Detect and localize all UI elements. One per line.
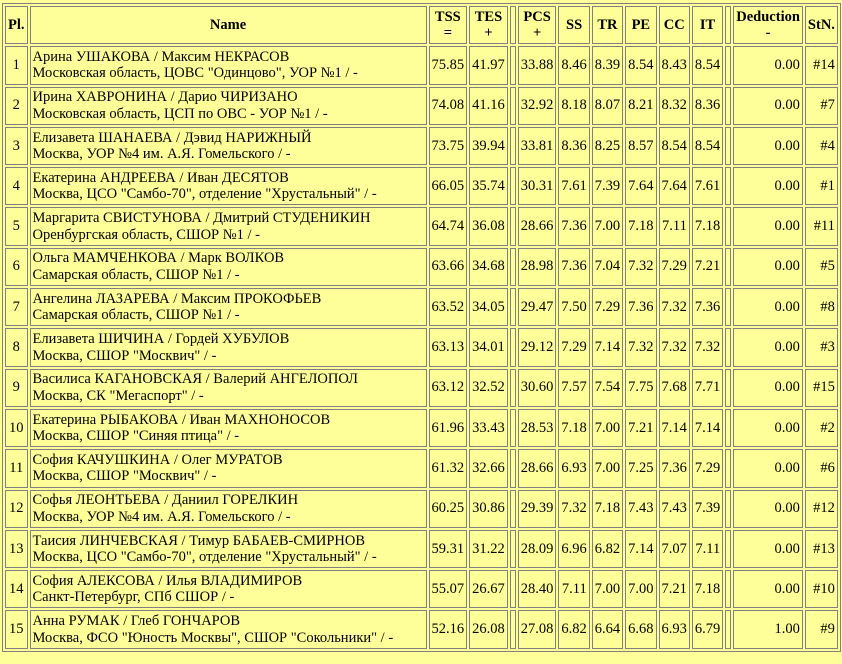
name-cell <box>30 369 427 407</box>
header-it-label: IT <box>699 17 716 34</box>
table-row <box>5 490 838 528</box>
name-cell <box>30 288 427 326</box>
start-number-cell: #15 <box>805 369 838 407</box>
tss-cell: 74.08 <box>429 87 468 125</box>
tr-cell: 6.82 <box>592 530 623 568</box>
it-cell: 7.11 <box>692 530 723 568</box>
header-tes-sub: + <box>484 25 493 42</box>
pcs-cell: 33.81 <box>518 127 557 165</box>
name-cell <box>30 570 427 608</box>
spacer-cell <box>725 127 731 165</box>
pcs-cell: 29.12 <box>518 328 557 366</box>
deduction-cell: 0.00 <box>733 87 803 125</box>
place-cell: 14 <box>5 570 28 608</box>
header-tss-sub: = <box>443 25 452 42</box>
skater-pair-names: Ольга МАМЧЕНКОВА / Марк ВОЛКОВ <box>32 250 285 267</box>
pe-cell: 7.32 <box>625 328 656 366</box>
table-row <box>5 288 838 326</box>
tss-cell: 59.31 <box>429 530 468 568</box>
name-cell <box>30 449 427 487</box>
header-deduction <box>733 6 803 44</box>
header-place-label: Pl. <box>8 17 25 34</box>
spacer-cell <box>510 610 516 648</box>
start-number-cell: #12 <box>805 490 838 528</box>
header-cc-label: CC <box>663 17 685 34</box>
tes-cell: 33.43 <box>469 409 508 447</box>
place-cell: 1 <box>5 46 28 84</box>
it-cell: 7.29 <box>692 449 723 487</box>
place-cell: 11 <box>5 449 28 487</box>
spacer-cell <box>510 369 516 407</box>
start-number-cell: #8 <box>805 288 838 326</box>
ss-cell: 6.93 <box>558 449 589 487</box>
pcs-cell: 32.92 <box>518 87 557 125</box>
pcs-cell: 28.40 <box>518 570 557 608</box>
skater-pair-names: Елизавета ШАНАЕВА / Дэвид НАРИЖНЫЙ <box>32 129 312 146</box>
table-row <box>5 248 838 286</box>
name-cell <box>30 610 427 648</box>
table-row <box>5 207 838 245</box>
spacer-cell <box>510 127 516 165</box>
tes-cell: 26.67 <box>469 570 508 608</box>
club-affiliation: Москва, УОР №4 им. А.Я. Гомельского / - <box>32 508 291 525</box>
table-row <box>5 449 838 487</box>
spacer-cell <box>510 530 516 568</box>
cc-cell: 7.21 <box>659 570 690 608</box>
table-row <box>5 409 838 447</box>
place-cell: 13 <box>5 530 28 568</box>
ss-cell: 8.46 <box>558 46 589 84</box>
skater-pair-names: София АЛЕКСОВА / Илья ВЛАДИМИРОВ <box>32 572 303 589</box>
tes-cell: 41.16 <box>469 87 508 125</box>
tes-cell: 30.86 <box>469 490 508 528</box>
ss-cell: 7.11 <box>558 570 589 608</box>
club-affiliation: Санкт-Петербург, СПб СШОР / - <box>32 589 235 606</box>
tss-cell: 61.32 <box>429 449 468 487</box>
cc-cell: 7.11 <box>659 207 690 245</box>
ss-cell: 8.18 <box>558 87 589 125</box>
header-deduction-sub: - <box>765 25 771 42</box>
name-cell <box>30 46 427 84</box>
tes-cell: 26.08 <box>469 610 508 648</box>
header-it <box>692 6 723 44</box>
tr-cell: 7.14 <box>592 328 623 366</box>
name-cell <box>30 328 427 366</box>
place-cell: 7 <box>5 288 28 326</box>
ss-cell: 7.18 <box>558 409 589 447</box>
deduction-cell: 0.00 <box>733 248 803 286</box>
it-cell: 7.14 <box>692 409 723 447</box>
cc-cell: 7.32 <box>659 288 690 326</box>
header-deduction-label: Deduction <box>736 9 800 26</box>
spacer-cell <box>725 288 731 326</box>
cc-cell: 8.54 <box>659 127 690 165</box>
skater-pair-names: Елизавета ШИЧИНА / Гордей ХУБУЛОВ <box>32 331 290 348</box>
name-cell <box>30 248 427 286</box>
pcs-cell: 33.88 <box>518 46 557 84</box>
tss-cell: 52.16 <box>429 610 468 648</box>
header-pe <box>625 6 656 44</box>
deduction-cell: 0.00 <box>733 328 803 366</box>
pe-cell: 7.00 <box>625 570 656 608</box>
tr-cell: 8.39 <box>592 46 623 84</box>
place-cell: 10 <box>5 409 28 447</box>
tes-cell: 32.52 <box>469 369 508 407</box>
club-affiliation: Москва, СШОР "Москвич" / - <box>32 468 217 485</box>
pe-cell: 7.18 <box>625 207 656 245</box>
skater-pair-names: Екатерина АНДРЕЕВА / Иван ДЕСЯТОВ <box>32 169 289 186</box>
pcs-cell: 27.08 <box>518 610 557 648</box>
spacer-cell <box>510 409 516 447</box>
pe-cell: 7.14 <box>625 530 656 568</box>
skater-pair-names: Арина УШАКОВА / Максим НЕКРАСОВ <box>32 48 290 65</box>
cc-cell: 8.43 <box>659 46 690 84</box>
table-row <box>5 328 838 366</box>
tr-cell: 7.18 <box>592 490 623 528</box>
club-affiliation: Московская область, ЦСП по ОВС - УОР №1 / - <box>32 105 328 122</box>
results-table <box>2 3 841 652</box>
spacer-cell <box>510 248 516 286</box>
name-cell <box>30 167 427 205</box>
start-number-cell: #1 <box>805 167 838 205</box>
tr-cell: 7.54 <box>592 369 623 407</box>
pe-cell: 7.43 <box>625 490 656 528</box>
header-tr <box>592 6 623 44</box>
tss-cell: 64.74 <box>429 207 468 245</box>
header-pe-label: PE <box>631 17 651 34</box>
tr-cell: 7.04 <box>592 248 623 286</box>
header-spacer <box>510 6 516 44</box>
it-cell: 8.36 <box>692 87 723 125</box>
spacer-cell <box>510 449 516 487</box>
start-number-cell: #5 <box>805 248 838 286</box>
place-cell: 15 <box>5 610 28 648</box>
cc-cell: 7.14 <box>659 409 690 447</box>
header-tss <box>429 6 468 44</box>
tes-cell: 32.66 <box>469 449 508 487</box>
ss-cell: 7.36 <box>558 207 589 245</box>
header-spacer <box>725 6 731 44</box>
spacer-cell <box>725 167 731 205</box>
tes-cell: 34.68 <box>469 248 508 286</box>
pe-cell: 7.25 <box>625 449 656 487</box>
tes-cell: 31.22 <box>469 530 508 568</box>
skater-pair-names: София КАЧУШКИНА / Олег МУРАТОВ <box>32 451 283 468</box>
tes-cell: 36.08 <box>469 207 508 245</box>
tss-cell: 60.25 <box>429 490 468 528</box>
table-row <box>5 167 838 205</box>
pe-cell: 8.57 <box>625 127 656 165</box>
header-tr-label: TR <box>597 17 618 34</box>
tss-cell: 63.66 <box>429 248 468 286</box>
tss-cell: 75.85 <box>429 46 468 84</box>
name-cell <box>30 409 427 447</box>
name-cell <box>30 127 427 165</box>
cc-cell: 7.36 <box>659 449 690 487</box>
spacer-cell <box>510 207 516 245</box>
skater-pair-names: Ангелина ЛАЗАРЕВА / Максим ПРОКОФЬЕВ <box>32 290 322 307</box>
tr-cell: 7.00 <box>592 409 623 447</box>
it-cell: 7.39 <box>692 490 723 528</box>
deduction-cell: 0.00 <box>733 46 803 84</box>
start-number-cell: #14 <box>805 46 838 84</box>
spacer-cell <box>510 167 516 205</box>
header-pcs <box>518 6 557 44</box>
tr-cell: 7.39 <box>592 167 623 205</box>
name-cell <box>30 530 427 568</box>
it-cell: 7.18 <box>692 570 723 608</box>
tr-cell: 6.64 <box>592 610 623 648</box>
spacer-cell <box>725 87 731 125</box>
cc-cell: 7.29 <box>659 248 690 286</box>
club-affiliation: Оренбургская область, СШОР №1 / - <box>32 226 260 243</box>
start-number-cell: #2 <box>805 409 838 447</box>
spacer-cell <box>725 570 731 608</box>
pcs-cell: 28.98 <box>518 248 557 286</box>
pe-cell: 7.21 <box>625 409 656 447</box>
cc-cell: 7.64 <box>659 167 690 205</box>
cc-cell: 6.93 <box>659 610 690 648</box>
tss-cell: 55.07 <box>429 570 468 608</box>
it-cell: 8.54 <box>692 46 723 84</box>
place-cell: 3 <box>5 127 28 165</box>
pe-cell: 8.21 <box>625 87 656 125</box>
tr-cell: 7.00 <box>592 207 623 245</box>
club-affiliation: Московская область, ЦОВС "Одинцово", УОР №1 / - <box>32 65 358 82</box>
skater-pair-names: Василиса КАГАНОВСКАЯ / Валерий АНГЕЛОПОЛ <box>32 371 358 388</box>
pcs-cell: 28.66 <box>518 207 557 245</box>
deduction-cell: 0.00 <box>733 570 803 608</box>
tes-cell: 35.74 <box>469 167 508 205</box>
deduction-cell: 0.00 <box>733 369 803 407</box>
cc-cell: 8.32 <box>659 87 690 125</box>
header-tes-label: TES <box>474 9 503 26</box>
pe-cell: 7.64 <box>625 167 656 205</box>
name-cell <box>30 490 427 528</box>
table-row <box>5 127 838 165</box>
tss-cell: 66.05 <box>429 167 468 205</box>
ss-cell: 7.50 <box>558 288 589 326</box>
spacer-cell <box>725 207 731 245</box>
tes-cell: 34.01 <box>469 328 508 366</box>
tr-cell: 8.25 <box>592 127 623 165</box>
skater-pair-names: Екатерина РЫБАКОВА / Иван МАХНОНОСОВ <box>32 411 331 428</box>
skater-pair-names: Софья ЛЕОНТЬЕВА / Даниил ГОРЕЛКИН <box>32 492 299 509</box>
pe-cell: 8.54 <box>625 46 656 84</box>
start-number-cell: #6 <box>805 449 838 487</box>
deduction-cell: 0.00 <box>733 530 803 568</box>
club-affiliation: Москва, ФСО "Юность Москвы", СШОР "Сокольники" / - <box>32 629 394 646</box>
start-number-cell: #10 <box>805 570 838 608</box>
skater-pair-names: Ирина ХАВРОНИНА / Дарио ЧИРИЗАНО <box>32 89 298 106</box>
ss-cell: 7.36 <box>558 248 589 286</box>
pcs-cell: 29.39 <box>518 490 557 528</box>
header-start-number <box>805 6 838 44</box>
club-affiliation: Москва, ЦСО "Самбо-70", отделение "Хрустальный" / - <box>32 549 377 565</box>
start-number-cell: #11 <box>805 207 838 245</box>
header-tss-label: TSS <box>434 9 461 26</box>
it-cell: 7.61 <box>692 167 723 205</box>
tes-cell: 41.97 <box>469 46 508 84</box>
cc-cell: 7.07 <box>659 530 690 568</box>
header-pcs-sub: + <box>532 25 542 42</box>
spacer-cell <box>725 328 731 366</box>
it-cell: 7.36 <box>692 288 723 326</box>
pcs-cell: 28.53 <box>518 409 557 447</box>
tss-cell: 63.12 <box>429 369 468 407</box>
tss-cell: 63.13 <box>429 328 468 366</box>
ss-cell: 7.57 <box>558 369 589 407</box>
header-pcs-label: PCS <box>523 9 551 26</box>
header-name <box>30 6 427 44</box>
start-number-cell: #7 <box>805 87 838 125</box>
deduction-cell: 0.00 <box>733 449 803 487</box>
cc-cell: 7.68 <box>659 369 690 407</box>
spacer-cell <box>725 490 731 528</box>
table-row <box>5 87 838 125</box>
header-place <box>5 6 28 44</box>
tr-cell: 7.00 <box>592 570 623 608</box>
ss-cell: 6.82 <box>558 610 589 648</box>
deduction-cell: 0.00 <box>733 167 803 205</box>
pe-cell: 7.36 <box>625 288 656 326</box>
ss-cell: 7.61 <box>558 167 589 205</box>
it-cell: 6.79 <box>692 610 723 648</box>
tss-cell: 61.96 <box>429 409 468 447</box>
pcs-cell: 28.09 <box>518 530 557 568</box>
header-start-number-label: StN. <box>807 17 835 34</box>
tss-cell: 63.52 <box>429 288 468 326</box>
spacer-cell <box>725 248 731 286</box>
pe-cell: 7.32 <box>625 248 656 286</box>
club-affiliation: Москва, УОР №4 им. А.Я. Гомельского / - <box>32 146 291 163</box>
spacer-cell <box>725 369 731 407</box>
it-cell: 8.54 <box>692 127 723 165</box>
club-affiliation: Самарская область, СШОР №1 / - <box>32 266 240 283</box>
tr-cell: 7.29 <box>592 288 623 326</box>
place-cell: 4 <box>5 167 28 205</box>
header-name-label: Name <box>209 17 247 34</box>
header-cc <box>659 6 690 44</box>
table-row <box>5 610 838 648</box>
spacer-cell <box>510 490 516 528</box>
pcs-cell: 29.47 <box>518 288 557 326</box>
deduction-cell: 1.00 <box>733 610 803 648</box>
place-cell: 8 <box>5 328 28 366</box>
table-row <box>5 46 838 84</box>
place-cell: 9 <box>5 369 28 407</box>
spacer-cell <box>725 46 731 84</box>
cc-cell: 7.32 <box>659 328 690 366</box>
spacer-cell <box>510 288 516 326</box>
ss-cell: 7.29 <box>558 328 589 366</box>
cc-cell: 7.43 <box>659 490 690 528</box>
it-cell: 7.32 <box>692 328 723 366</box>
tes-cell: 39.94 <box>469 127 508 165</box>
skater-pair-names: Таисия ЛИНЧЕВСКАЯ / Тимур БАБАЕВ-СМИРНОВ <box>32 532 366 549</box>
it-cell: 7.71 <box>692 369 723 407</box>
header-row <box>5 6 838 44</box>
it-cell: 7.18 <box>692 207 723 245</box>
table-row <box>5 570 838 608</box>
club-affiliation: Москва, СШОР "Синяя птица" / - <box>32 428 240 445</box>
tr-cell: 7.00 <box>592 449 623 487</box>
start-number-cell: #4 <box>805 127 838 165</box>
deduction-cell: 0.00 <box>733 207 803 245</box>
skater-pair-names: Анна РУМАК / Глеб ГОНЧАРОВ <box>32 613 241 630</box>
tss-cell: 73.75 <box>429 127 468 165</box>
spacer-cell <box>725 449 731 487</box>
name-cell <box>30 87 427 125</box>
pcs-cell: 30.60 <box>518 369 557 407</box>
it-cell: 7.21 <box>692 248 723 286</box>
pe-cell: 6.68 <box>625 610 656 648</box>
tes-cell: 34.05 <box>469 288 508 326</box>
deduction-cell: 0.00 <box>733 409 803 447</box>
spacer-cell <box>725 530 731 568</box>
start-number-cell: #9 <box>805 610 838 648</box>
place-cell: 6 <box>5 248 28 286</box>
spacer-cell <box>510 328 516 366</box>
ss-cell: 6.96 <box>558 530 589 568</box>
ss-cell: 7.32 <box>558 490 589 528</box>
header-ss <box>558 6 589 44</box>
club-affiliation: Самарская область, СШОР №1 / - <box>32 307 240 324</box>
table-row <box>5 369 838 407</box>
deduction-cell: 0.00 <box>733 127 803 165</box>
club-affiliation: Москва, СШОР "Москвич" / - <box>32 347 217 364</box>
deduction-cell: 0.00 <box>733 288 803 326</box>
place-cell: 2 <box>5 87 28 125</box>
start-number-cell: #3 <box>805 328 838 366</box>
spacer-cell <box>510 570 516 608</box>
table-row <box>5 530 838 568</box>
place-cell: 5 <box>5 207 28 245</box>
start-number-cell: #13 <box>805 530 838 568</box>
pe-cell: 7.75 <box>625 369 656 407</box>
club-affiliation: Москва, ЦСО "Самбо-70", отделение "Хрустальный" / - <box>32 186 377 203</box>
pcs-cell: 28.66 <box>518 449 557 487</box>
name-cell <box>30 207 427 245</box>
club-affiliation: Москва, СК "Мегаспорт" / - <box>32 387 204 404</box>
spacer-cell <box>510 87 516 125</box>
spacer-cell <box>725 409 731 447</box>
tr-cell: 8.07 <box>592 87 623 125</box>
header-tes <box>469 6 508 44</box>
skater-pair-names: Маргарита СВИСТУНОВА / Дмитрий СТУДЕНИКИН <box>32 210 371 227</box>
pcs-cell: 30.31 <box>518 167 557 205</box>
spacer-cell <box>510 46 516 84</box>
ss-cell: 8.36 <box>558 127 589 165</box>
header-ss-label: SS <box>566 17 583 34</box>
spacer-cell <box>725 610 731 648</box>
deduction-cell: 0.00 <box>733 490 803 528</box>
place-cell: 12 <box>5 490 28 528</box>
